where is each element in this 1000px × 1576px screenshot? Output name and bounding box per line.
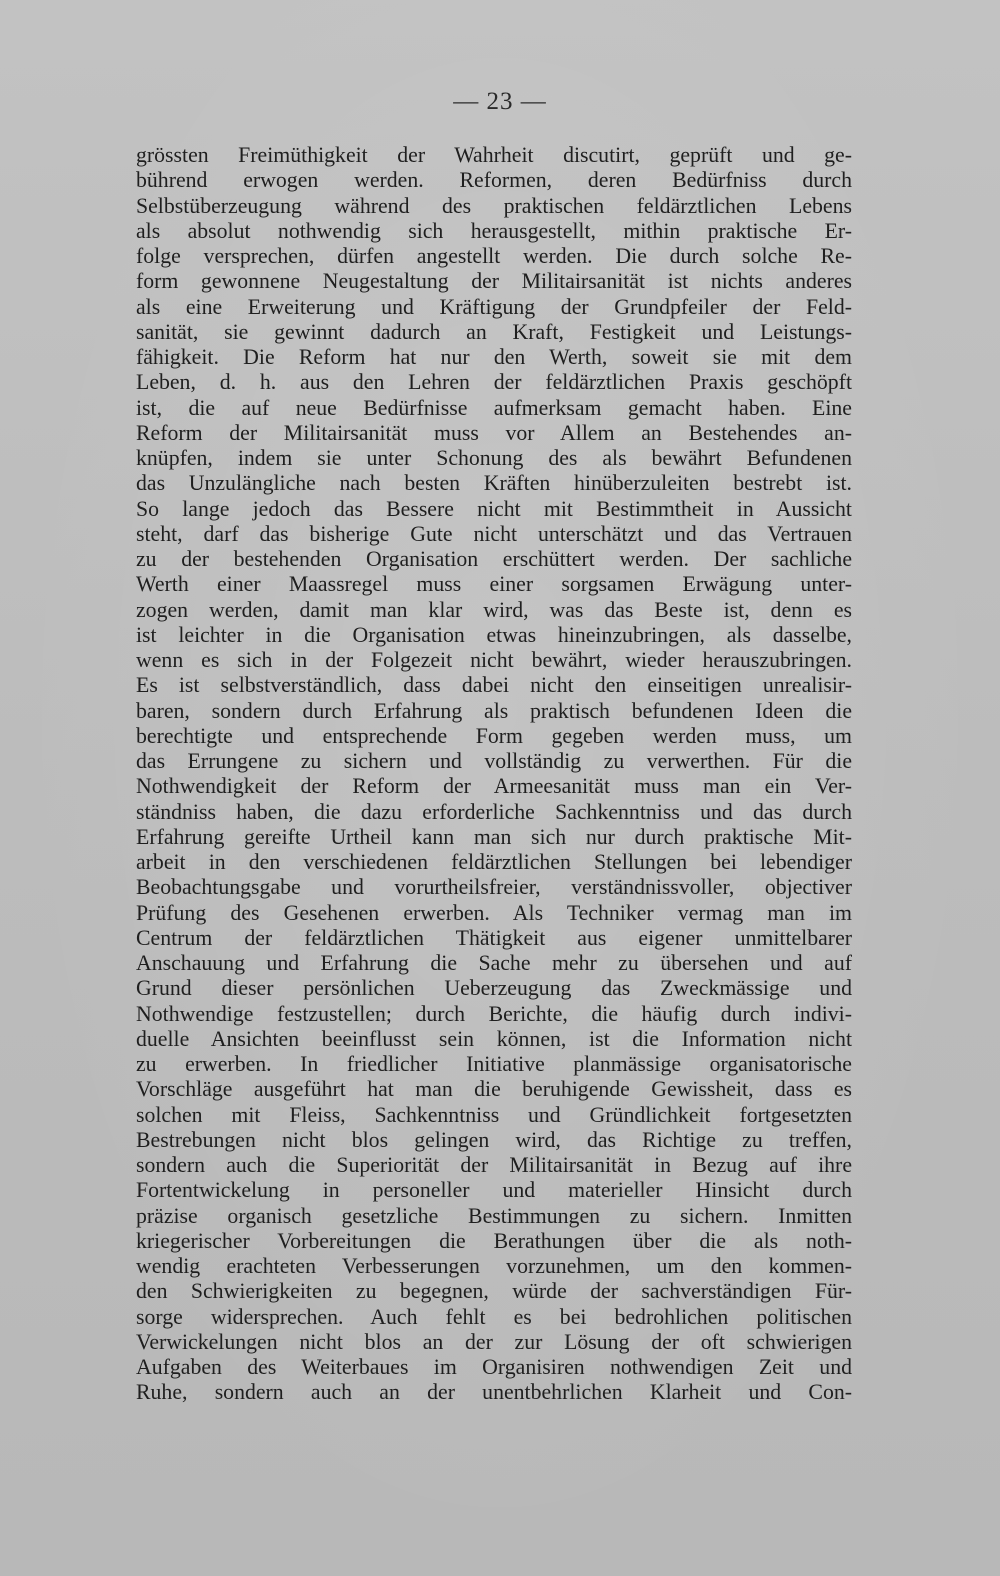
body-text bbox=[136, 143, 852, 1406]
text-line: zogen werden, damit man klar wird, was das Beste ist, denn es bbox=[136, 597, 852, 622]
text-line: Anschauung und Erfahrung die Sache mehr zu übersehen und auf bbox=[136, 951, 852, 975]
text-line: bührend erwogen werden. Reformen, deren Bedürfniss durch bbox=[136, 168, 852, 193]
text-line: ständniss haben, die dazu erforderliche Sachkenntniss und das durch bbox=[136, 799, 852, 824]
text-line: Nothwendige festzustellen; durch Berichte, die häufig durch indivi- bbox=[136, 1001, 852, 1026]
text-line: Bestrebungen nicht blos gelingen wird, das Richtige zu treffen, bbox=[136, 1127, 852, 1152]
text-line: grössten Freimüthigkeit der Wahrheit discutirt, geprüft und ge- bbox=[136, 143, 852, 167]
text-line: Prüfung des Gesehenen erwerben. Als Techniker vermag man im bbox=[136, 900, 852, 925]
text-line: arbeit in den verschiedenen feldärztlichen Stellungen bei lebendiger bbox=[136, 850, 852, 874]
text-line: steht, darf das bisherige Gute nicht unterschätzt und das Vertrauen bbox=[136, 521, 852, 546]
text-line: sorge widersprechen. Auch fehlt es bei bedrohlichen politischen bbox=[136, 1304, 852, 1329]
text-line: zu der bestehenden Organisation erschüttert werden. Der sachliche bbox=[136, 547, 852, 571]
page-number: — 23 — bbox=[453, 88, 547, 115]
text-line: kriegerischer Vorbereitungen die Berathungen über die als noth- bbox=[136, 1228, 852, 1253]
text-line: Nothwendigkeit der Reform der Armeesanität muss man ein Ver- bbox=[136, 774, 852, 799]
text-line: fähigkeit. Die Reform hat nur den Werth, soweit sie mit dem bbox=[136, 345, 852, 369]
text-line: als absolut nothwendig sich herausgestellt, mithin praktische Er- bbox=[136, 218, 852, 243]
text-line: Fortentwickelung in personeller und materieller Hinsicht durch bbox=[136, 1178, 852, 1203]
text-line: das Errungene zu sichern und vollständig zu verwerthen. Für die bbox=[136, 749, 852, 773]
text-line: Grund dieser persönlichen Ueberzeugung das Zweckmässige und bbox=[136, 976, 852, 1001]
text-line: Es ist selbstverständlich, dass dabei nicht den einseitigen unrealisir- bbox=[136, 673, 852, 698]
text-line: Selbstüberzeugung während des praktischen feldärztlichen Lebens bbox=[136, 193, 852, 218]
text-line: das Unzulängliche nach besten Kräften hinüberzuleiten bestrebt ist. bbox=[136, 471, 852, 496]
text-line: Verwickelungen nicht blos an der zur Lösung der oft schwierigen bbox=[136, 1329, 852, 1354]
text-line: berechtigte und entsprechende Form gegeben werden muss, um bbox=[136, 723, 852, 748]
text-line: Ruhe, sondern auch an der unentbehrlichen Klarheit und Con- bbox=[136, 1380, 852, 1405]
text-line: wendig erachteten Verbesserungen vorzunehmen, um den kommen- bbox=[136, 1254, 852, 1278]
text-line: Leben, d. h. aus den Lehren der feldärztlichen Praxis geschöpft bbox=[136, 370, 852, 395]
text-line: Reform der Militairsanität muss vor Allem an Bestehendes an- bbox=[136, 420, 852, 445]
text-line: Erfahrung gereifte Urtheil kann man sich nur durch praktische Mit- bbox=[136, 824, 852, 849]
text-line: Aufgaben des Weiterbaues im Organisiren nothwendigen Zeit und bbox=[136, 1355, 852, 1379]
text-line: den Schwierigkeiten zu begegnen, würde der sachverständigen Für- bbox=[136, 1279, 852, 1304]
text-line: duelle Ansichten beeinflusst sein können, ist die Information nicht bbox=[136, 1026, 852, 1051]
text-line: baren, sondern durch Erfahrung als praktisch befundenen Ideen die bbox=[136, 698, 852, 723]
text-line: So lange jedoch das Bessere nicht mit Bestimmtheit in Aussicht bbox=[136, 496, 852, 521]
text-line: solchen mit Fleiss, Sachkenntniss und Gründlichkeit fortgesetzten bbox=[136, 1102, 852, 1127]
text-line: Werth einer Maassregel muss einer sorgsamen Erwägung unter- bbox=[136, 572, 852, 597]
text-line: sondern auch die Superiorität der Militairsanität in Bezug auf ihre bbox=[136, 1153, 852, 1177]
text-line: ist leichter in die Organisation etwas hineinzubringen, als dasselbe, bbox=[136, 622, 852, 647]
text-line: wenn es sich in der Folgezeit nicht bewährt, wieder herauszubringen. bbox=[136, 648, 852, 672]
text-line: Centrum der feldärztlichen Thätigkeit aus eigener unmittelbarer bbox=[136, 925, 852, 950]
text-line: folge versprechen, dürfen angestellt werden. Die durch solche Re- bbox=[136, 244, 852, 268]
text-line: form gewonnene Neugestaltung der Militairsanität ist nichts anderes bbox=[136, 269, 852, 294]
text-line: als eine Erweiterung und Kräftigung der Grundpfeiler der Feld- bbox=[136, 294, 852, 319]
text-line: Vorschläge ausgeführt hat man die beruhigende Gewissheit, dass es bbox=[136, 1077, 852, 1102]
text-line: präzise organisch gesetzliche Bestimmungen zu sichern. Inmitten bbox=[136, 1203, 852, 1228]
text-line: ist, die auf neue Bedürfnisse aufmerksam gemacht haben. Eine bbox=[136, 395, 852, 420]
text-line: knüpfen, indem sie unter Schonung des als bewährt Befundenen bbox=[136, 446, 852, 470]
text-line: sanität, sie gewinnt dadurch an Kraft, Festigkeit und Leistungs- bbox=[136, 319, 852, 344]
text-line: zu erwerben. In friedlicher Initiative planmässige organisatorische bbox=[136, 1052, 852, 1076]
text-line: Beobachtungsgabe und vorurtheilsfreier, verständnissvoller, objectiver bbox=[136, 875, 852, 900]
